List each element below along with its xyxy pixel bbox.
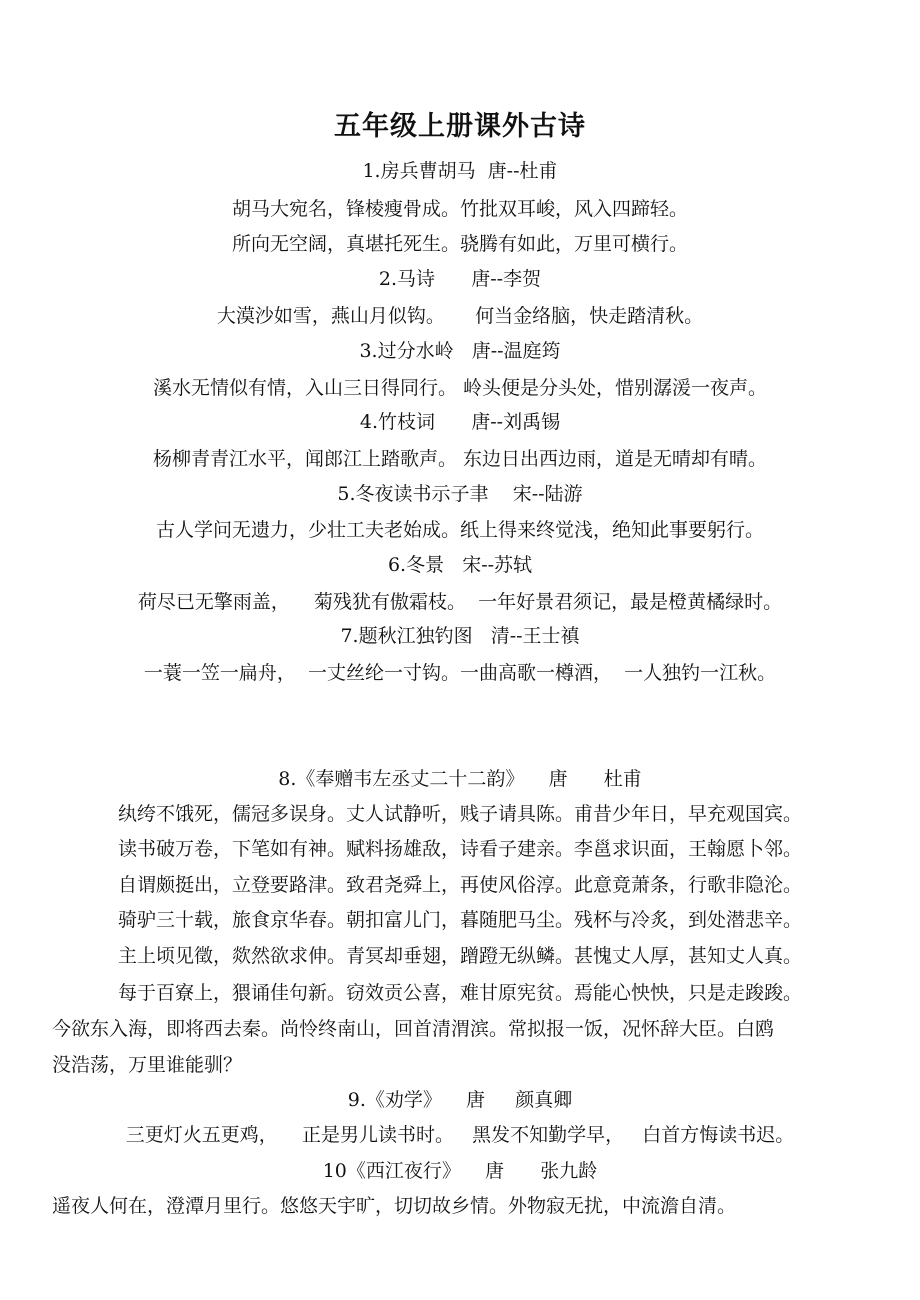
- poem-line: 三更灯火五更鸡， 正是男儿读书时。 黑发不知勤学早， 白首方悔读书迟。: [125, 1124, 795, 1146]
- poem-header: 9.《劝学》 唐 颜真卿: [347, 1089, 573, 1111]
- poem-line: 胡马大宛名，锋棱瘦骨成。竹批双耳峻，风入四蹄轻。: [231, 198, 688, 220]
- poem-line: 荷尽已无擎雨盖， 菊残犹有傲霜枝。 一年好景君须记，最是橙黄橘绿时。: [137, 591, 783, 613]
- poem-header: 8.《奉赠韦左丞丈二十二韵》 唐 杜甫: [278, 768, 642, 790]
- poem-header: 5.冬夜读书示子聿 宋--陆游: [337, 483, 583, 505]
- poem-line: 遥夜人何在，澄潭月里行。悠悠天宇旷，切切故乡情。外物寂无扰，中流澹自清。: [52, 1195, 737, 1217]
- poem-line: 主上顷见徵，欻然欲求伸。青冥却垂翅，蹭蹬无纵鳞。甚愧丈人厚，甚知丈人真。: [117, 945, 802, 967]
- poem-header: 10《西江夜行》 唐 张九龄: [322, 1160, 598, 1182]
- poem-line: 每于百寮上，猥诵佳句新。窃效贡公喜，难甘原宪贫。焉能心怏怏，只是走踆踆。: [117, 982, 802, 1004]
- poem-line: 一蓑一笠一扁舟， 一丈丝纶一寸钩。一曲高歌一樽酒， 一人独钓一江秋。: [143, 662, 777, 684]
- poem-header: 3.过分水岭 唐--温庭筠: [359, 340, 561, 362]
- poem-header: 1.房兵曹胡马 唐--杜甫: [362, 160, 558, 182]
- poem-line: 自谓颇挺出，立登要路津。致君尧舜上，再使风俗淳。此意竟萧条，行歌非隐沦。: [117, 874, 802, 896]
- poem-header: 4.竹枝词 唐--刘禹锡: [359, 411, 561, 433]
- poem-header: 2.马诗 唐--李贺: [378, 268, 542, 290]
- poem-line: 溪水无情似有情，入山三日得同行。 岭头便是分头处，惜别潺湲一夜声。: [152, 377, 768, 399]
- poem-line: 骑驴三十载，旅食京华春。朝扣富儿门，暮随肥马尘。残杯与冷炙，到处潜悲辛。: [117, 909, 802, 931]
- poem-line: 读书破万卷，下笔如有神。赋料扬雄敌，诗看子建亲。李邕求识面，王翰愿卜邻。: [117, 838, 802, 860]
- poem-header: 7.题秋江独钓图 清--王士禛: [340, 625, 580, 647]
- poem-line: 所向无空阔，真堪托死生。骁腾有如此，万里可横行。: [231, 233, 688, 255]
- poem-line: 纨绔不饿死，儒冠多误身。丈人试静听，贱子请具陈。甫昔少年日，早充观国宾。: [117, 803, 802, 825]
- poem-line: 古人学问无遗力，少壮工夫老始成。纸上得来终觉浅，绝知此事要躬行。: [155, 519, 764, 541]
- poem-line: 今欲东入海，即将西去秦。尚怜终南山，回首清渭滨。常拟报一饭，况怀辞大臣。白鸥: [52, 1018, 775, 1040]
- poem-line: 没浩荡，万里谁能驯？: [52, 1054, 243, 1076]
- poem-header: 6.冬景 宋--苏轼: [387, 554, 533, 576]
- poem-line: 杨柳青青江水平，闻郎江上踏歌声。 东边日出西边雨，道是无晴却有晴。: [152, 448, 768, 470]
- page-title: 五年级上册课外古诗: [334, 111, 586, 142]
- poem-line: 大漠沙如雪，燕山月似钩。 何当金络脑，快走踏清秋。: [216, 305, 704, 327]
